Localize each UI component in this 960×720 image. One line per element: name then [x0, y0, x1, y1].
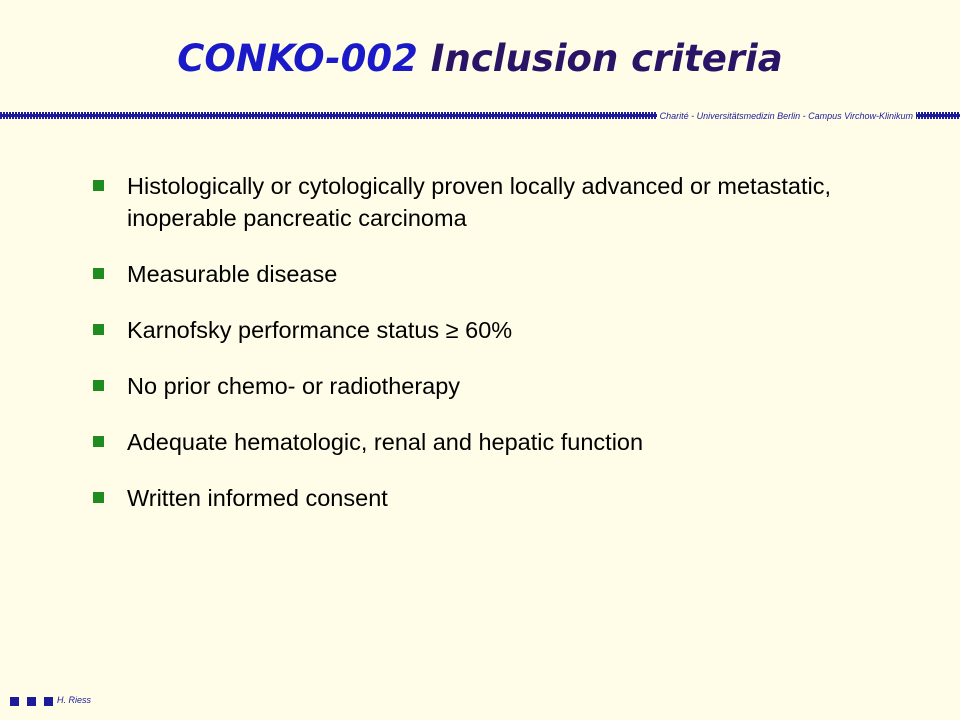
square-bullet-icon: [93, 436, 104, 447]
criteria-item-text: Histologically or cytologically proven locally advanced or metastatic, inoperable pancreatic carcinoma: [127, 173, 832, 231]
criteria-item: [92, 370, 892, 402]
criteria-item: [92, 170, 892, 234]
criteria-item: [92, 482, 892, 514]
square-icon: [44, 697, 53, 706]
criteria-item-text: Written informed consent: [127, 485, 388, 511]
square-bullet-icon: [93, 268, 104, 279]
square-bullet-icon: [93, 324, 104, 335]
criteria-list: [92, 170, 892, 538]
square-bullet-icon: [93, 492, 104, 503]
footer-decoration: [10, 697, 53, 706]
criteria-item: [92, 426, 892, 458]
author-label: H. Riess: [57, 695, 92, 705]
slide-title-trial-name: CONKO-002: [177, 37, 418, 80]
square-icon: [10, 697, 19, 706]
square-icon: [27, 697, 36, 706]
square-bullet-icon: [93, 380, 104, 391]
criteria-item: [92, 314, 892, 346]
slide-title: [0, 34, 960, 84]
criteria-item-text: Measurable disease: [127, 261, 338, 287]
square-bullet-icon: [93, 180, 104, 191]
slide-title-subject: Inclusion criteria: [417, 37, 783, 80]
criteria-item-text: No prior chemo- or radiotherapy: [127, 373, 461, 399]
criteria-item-text: Karnofsky performance status ≥ 60%: [127, 317, 513, 343]
institution-label: Charité - Universitätsmedizin Berlin - Campus Virchow-Klinikum: [657, 110, 916, 122]
criteria-item: [92, 258, 892, 290]
criteria-item-text: Adequate hematologic, renal and hepatic function: [127, 429, 644, 455]
